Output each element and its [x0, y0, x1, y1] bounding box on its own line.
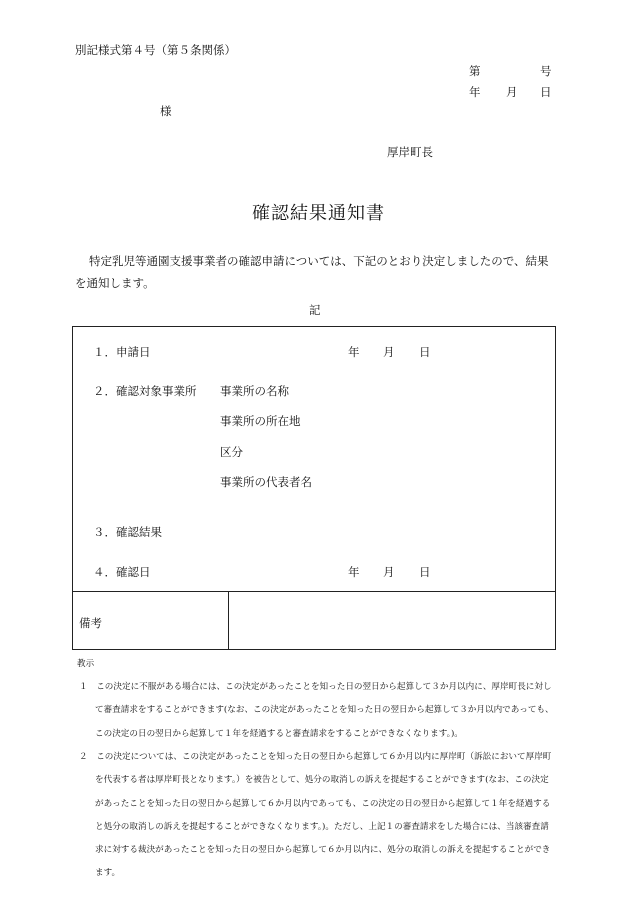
target-office-label: ２．確認対象事業所	[93, 384, 197, 398]
form-number: 別記様式第４号（第５条関係）	[75, 43, 236, 57]
office-name-label: 事業所の名称	[220, 384, 289, 398]
remarks-label: 備考	[79, 616, 102, 630]
confirmation-result-label: ３．確認結果	[93, 525, 162, 539]
confirmation-date-year: 年	[348, 565, 360, 579]
issue-date-year: 年	[469, 85, 481, 99]
document-number-suffix: 号	[540, 64, 552, 78]
body-text: 特定乳児等通園支援事業者の確認申請については、下記のとおり決定しましたので、結果を通知します。	[75, 254, 549, 290]
details-table	[72, 326, 556, 650]
office-representative-label: 事業所の代表者名	[220, 475, 312, 489]
document-number-prefix: 第	[469, 64, 481, 78]
issuer-name: 厚岸町長	[387, 145, 433, 159]
application-date-month: 月	[383, 345, 395, 359]
document-title: 確認結果通知書	[252, 203, 385, 224]
table-divider-vertical	[228, 591, 229, 649]
issue-date-month: 月	[506, 85, 518, 99]
confirmation-date-month: 月	[383, 565, 395, 579]
issue-date-day: 日	[540, 85, 552, 99]
recipient-honorific: 様	[160, 104, 172, 118]
instruction-item-2: ２ この決定については、この決定があったことを知った日の翌日から起算して６か月以内に厚岸町（訴訟において厚岸町を代表する者は厚岸町長となります。）を被告として、処分の取消しの訴えを提起することができます(なお、この決定があったことを知った日の翌日から起算して６か月以内であっても、この決定の日の翌日から起算して１年を経過すると処分の取消しの訴えを提起することができなくなります。)。ただし、上記１の審査請求をした場合には、当該審査請求に対する裁決があったことを知った日の翌日から起算して６か月以内に、処分の取消しの訴えを提起することができます。	[79, 752, 552, 879]
application-date-day: 日	[419, 345, 431, 359]
office-address-label: 事業所の所在地	[220, 414, 301, 428]
ki-label: 記	[309, 303, 321, 317]
office-category-label: 区分	[220, 445, 243, 459]
instructions-heading: 教示	[77, 659, 95, 669]
confirmation-date-day: 日	[419, 565, 431, 579]
instruction-item-1: １ この決定に不服がある場合には、この決定があったことを知った日の翌日から起算して３か月以内に、厚岸町長に対して審査請求をすることができます(なお、この決定があったことを知った日の翌日から起算して３か月以内であっても、この決定の日の翌日から起算して１年を経過すると審査請求をすることができなくなります。)。	[79, 682, 554, 739]
table-divider-horizontal	[73, 591, 555, 592]
confirmation-date-label: ４．確認日	[93, 565, 151, 579]
application-date-label: １．申請日	[93, 345, 151, 359]
application-date-year: 年	[348, 345, 360, 359]
